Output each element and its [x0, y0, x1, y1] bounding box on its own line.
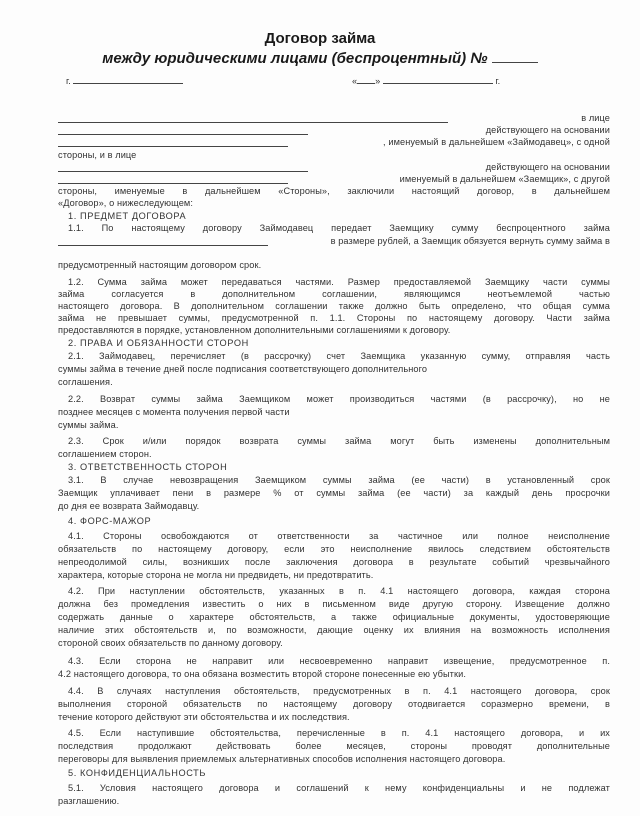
- body-line-10: 1.1. По настоящему договору Займодавец передает Заемщику сумму беспроцентного займа: [68, 223, 610, 233]
- body-line-50: 5.1. Условия настоящего договора и соглашений к нему конфиденциальны и не подлежат: [68, 783, 610, 793]
- place-blank: [73, 74, 183, 84]
- blank: [58, 125, 308, 135]
- text: действующего на основании: [485, 162, 610, 172]
- body-line-17: предоставляются в порядке, установленном дополнительными соглашениями к договору.: [58, 325, 451, 335]
- date-month-blank: [383, 74, 493, 84]
- body-line-33: обязательств по настоящему договору, если это неисполнение явилось следствием обстоятельств: [58, 544, 610, 554]
- body-line-12: предусмотренный настоящим договором срок.: [58, 260, 262, 270]
- place-prefix: г.: [66, 76, 71, 86]
- body-line-21: соглашения.: [58, 377, 113, 387]
- section-heading-1: 1. ПРЕДМЕТ ДОГОВОРА: [68, 211, 187, 221]
- body-line-23: [58, 407, 610, 418]
- body-line-46: 4.5. Если наступившие обстоятельства, перечисленные в п. 4.1 настоящего договора, и их: [68, 728, 610, 738]
- document-title: Договор займа: [264, 30, 376, 47]
- date-open-quote: «: [352, 76, 358, 86]
- text: в лице: [581, 113, 610, 123]
- body-line-35: характера, которые сторона не могла ни предвидеть, ни предотвратить.: [58, 570, 374, 580]
- body-line-20: суммы займа в течение дней после подписания соответствующего дополнительного: [58, 364, 428, 374]
- body-line-22: 2.2. Возврат суммы займа Заемщиком может производиться частями (в рассрочку), но не: [68, 394, 610, 404]
- section-heading-5: 5. КОНФИДЕНЦИАЛЬНОСТЬ: [68, 768, 206, 778]
- section-heading-3: 3. ОТВЕТСТВЕННОСТЬ СТОРОН: [68, 462, 228, 472]
- body-line-42: 4.2 настоящего договора, то она обязана возместить второй стороне понесенные ею убытки.: [58, 669, 466, 679]
- contract-number-blank: [492, 53, 538, 63]
- text: стороны, и в лице: [58, 150, 137, 160]
- body-line-41: 4.3. Если сторона не направит или несвоевременно направит извещение, предусмотренное п.: [68, 656, 610, 666]
- blank: [58, 137, 288, 147]
- body-line-11: [58, 236, 610, 249]
- body-line-25: 2.3. Срок и/или порядок возврата суммы займа могут быть изменены дополнительным: [68, 436, 610, 446]
- subtitle-text: между юридическими лицами (беспроцентный) №: [102, 50, 488, 67]
- body-line-40: стороной своих обязательств по данному договору.: [58, 638, 283, 648]
- body-line-13: 1.2. Сумма займа может передаваться частями. Размер предоставляемой Заемщику части суммы: [68, 277, 610, 287]
- document-subtitle: [0, 50, 640, 67]
- blank: [58, 174, 288, 184]
- body-line-45: течение которого действуют эти обстоятельства и их последствия.: [58, 712, 350, 722]
- body-line-32: 4.1. Стороны освобождаются от ответственности за частичное или полное неисполнение: [68, 531, 610, 541]
- date-year-suffix: г.: [495, 76, 501, 86]
- body-line-48: переговоры для выявления приемлемых альтернативных способов исполнения настоящего договора.: [58, 754, 506, 764]
- body-line-47: последствия продолжают действовать более месяцев, стороны проводят дополнительные: [58, 741, 610, 751]
- text: , именуемый в дальнейшем «Займодавец», с одной: [383, 137, 610, 147]
- date-line: [352, 74, 500, 86]
- body-line-16: займа не превышает суммы, предусмотренной п. 1.1. Стороны по настоящему договору. Части займа: [58, 313, 610, 323]
- place-line: [66, 74, 183, 86]
- body-line-37: должна без промедления известить о них в письменном виде другую сторону. Извещение должно: [58, 599, 610, 609]
- body-line-39: наличие этих обстоятельств и, по возможности, дающие оценку их влияния на возможность исполнения: [58, 625, 610, 635]
- text: в размере рублей, а Заемщик обязуется вернуть сумму займа в: [330, 236, 610, 246]
- body-line-51: разглашению.: [58, 796, 120, 806]
- body-line-28: 3.1. В случае невозвращения Заемщиком суммы займа (ее части) в установленный срок: [68, 475, 610, 485]
- body-line-8: «Договор», о нижеследующем:: [58, 198, 193, 208]
- body-line-43: 4.4. В случаях наступления обстоятельств, предусмотренных в п. 4.1 настоящего договора, срок: [68, 686, 610, 696]
- body-line-38: содержать данные о характере обстоятельств, а также официальные документы, удостоверяющие: [58, 612, 610, 622]
- body-line-26: соглашением сторон.: [58, 449, 152, 459]
- date-close-quote: »: [375, 76, 381, 86]
- section-heading-2: 2. ПРАВА И ОБЯЗАННОСТИ СТОРОН: [68, 338, 249, 348]
- body-line-34: непреодолимой силы, возникших после заключения договора в результате событий чрезвычайного: [58, 557, 610, 567]
- text: позднее месяцев с момента получения первой части: [58, 407, 290, 417]
- blank: [58, 113, 448, 123]
- blank: [58, 236, 268, 246]
- date-day-blank: [357, 74, 375, 84]
- body-line-36: 4.2. При наступлении обстоятельств, указанных в п. 4.1 настоящего договора, каждая сторона: [68, 586, 610, 596]
- text: действующего на основании: [485, 125, 610, 135]
- section-heading-4: 4. ФОРС-МАЖОР: [68, 516, 152, 526]
- text: именуемый в дальнейшем «Заемщик», с другой: [399, 174, 610, 184]
- body-line-7: стороны, именуемые в дальнейшем «Стороны», заключили настоящий договор, в дальнейшем: [58, 186, 610, 196]
- body-line-19: 2.1. Займодавец, перечисляет (в рассрочку) счет Заемщика указанную сумму, отправляя часть: [68, 351, 610, 361]
- body-line-24: суммы займа.: [58, 420, 119, 430]
- body-line-30: до дня ее возврата Займодавцу.: [58, 501, 200, 511]
- blank: [58, 162, 308, 172]
- body-line-15: настоящего договора. В дополнительном соглашении также должно быть определено, что общая сумма: [58, 301, 610, 311]
- body-line-29: Заемщик уплачивает пени в размере % от суммы займа (ее части) за каждый день просрочки: [58, 488, 610, 498]
- body-line-3: [58, 137, 610, 150]
- body-line-14: займа согласуется в дополнительном соглашении, являющимся неотъемлемой частью: [58, 289, 610, 299]
- body-line-4: [58, 150, 610, 161]
- body-line-44: выполнения стороной обязательств по настоящему договору отодвигается соразмерно времени, в: [58, 699, 610, 709]
